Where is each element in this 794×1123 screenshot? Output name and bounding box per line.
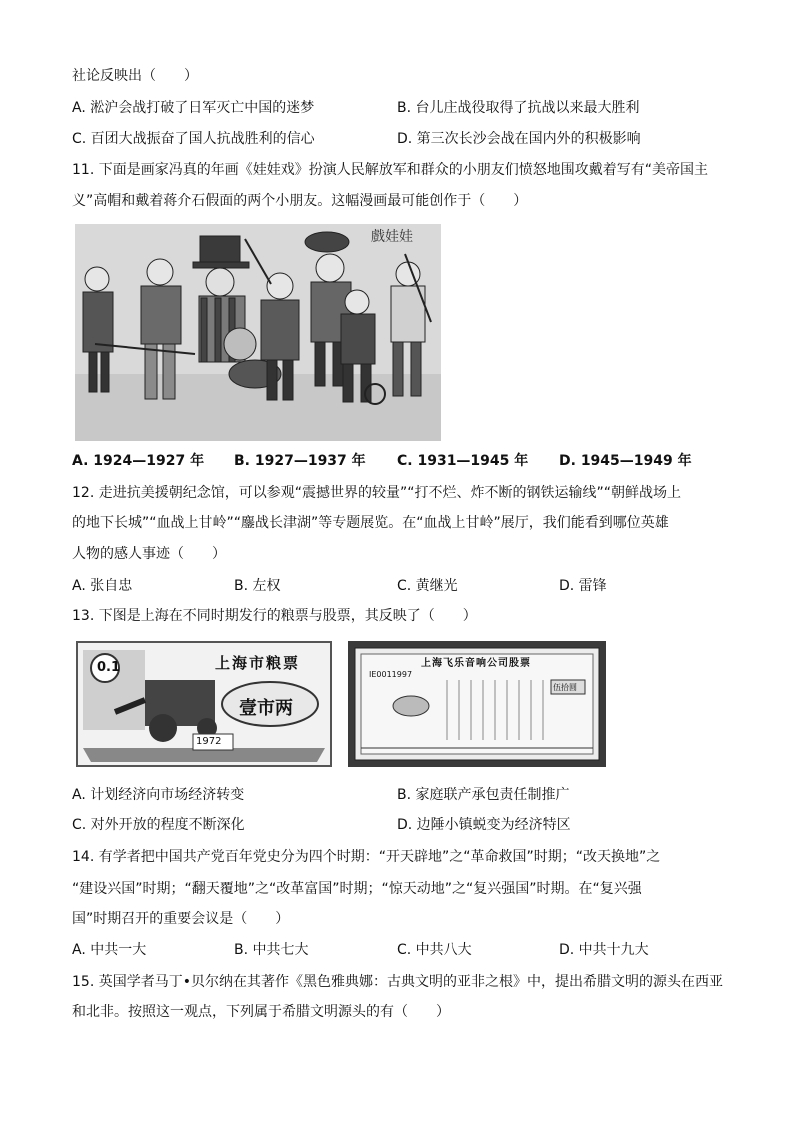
q11-options <box>72 451 732 471</box>
q12-option-d[interactable]: D. 雷锋 <box>559 578 607 594</box>
q13-stem: 13. 下图是上海在不同时期发行的粮票与股票，其反映了（ ） <box>72 608 477 624</box>
q13-options-row1 <box>72 785 732 805</box>
painting-caption: 戲娃娃 <box>371 229 413 245</box>
q11-option-d[interactable]: D. 1945—1949 年 <box>559 453 692 469</box>
q11-stem-line1: 11. 下面是画家冯真的年画《娃娃戏》扮演人民解放军和群众的小朋友们愤怒地围攻戴着写有“美帝国主 <box>72 162 708 178</box>
q14-stem-line1: 14. 有学者把中国共产党百年党史分为四个时期：“开天辟地”之“革命救国”时期；“改天换地”之 <box>72 849 661 865</box>
q13-option-b[interactable]: B. 家庭联产承包责任制推广 <box>397 787 570 803</box>
q12-option-a[interactable]: A. 张自忠 <box>72 578 133 594</box>
q14-option-d[interactable]: D. 中共十九大 <box>559 942 649 958</box>
q13-option-c[interactable]: C. 对外开放的程度不断深化 <box>72 817 245 833</box>
stock-certificate-image <box>347 640 607 768</box>
stock-serial: IE0011997 <box>369 670 413 679</box>
q14-option-c[interactable]: C. 中共八大 <box>397 942 472 958</box>
q15-stem-line1: 15. 英国学者马丁•贝尔纳在其著作《黑色雅典娜：古典文明的亚非之根》中，提出希腊文明的源头在西亚 <box>72 974 723 990</box>
q12-stem-line3: 人物的感人事迹（ ） <box>72 546 226 562</box>
wawaxi-painting-drawing <box>75 224 441 441</box>
q12-option-c[interactable]: C. 黄继光 <box>397 578 458 594</box>
q12-stem-line2: 的地下长城”“血战上甘岭”“鏖战长津湖”等专题展览。在“血战上甘岭”展厅，我们能看到哪位英雄 <box>72 515 669 531</box>
coupon-amount: 壹市两 <box>239 698 293 719</box>
grain-coupon-image <box>75 640 333 768</box>
q10-option-b[interactable]: B. 台儿庄战役取得了抗战以来最大胜利 <box>397 100 640 116</box>
q10-option-a[interactable]: A. 淞沪会战打破了日军灭亡中国的迷梦 <box>72 100 315 116</box>
q10-option-d[interactable]: D. 第三次长沙会战在国内外的积极影响 <box>397 131 641 147</box>
q14-stem-line2: “建设兴国”时期；“翻天覆地”之“改革富国”时期；“惊天动地”之“复兴强国”时期。在“复兴强 <box>72 881 642 897</box>
q13-option-a[interactable]: A. 计划经济向市场经济转变 <box>72 787 245 803</box>
q14-option-a[interactable]: A. 中共一大 <box>72 942 147 958</box>
q13-option-d[interactable]: D. 边陲小镇蜕变为经济特区 <box>397 817 571 833</box>
q11-option-b[interactable]: B. 1927—1937 年 <box>234 453 366 469</box>
q14-options <box>72 940 732 960</box>
stock-badge: 伍拾圆 <box>553 683 577 692</box>
q10-option-c[interactable]: C. 百团大战振奋了国人抗战胜利的信心 <box>72 131 315 147</box>
q12-options <box>72 576 732 596</box>
q11-option-a[interactable]: A. 1924—1927 年 <box>72 453 205 469</box>
q10-options-row2 <box>72 129 732 149</box>
q14-stem-line3: 国”时期召开的重要会议是（ ） <box>72 911 290 927</box>
coupon-year: 1972 <box>196 736 222 747</box>
q11-stem-line2: 义”高帽和戴着蒋介石假面的两个小朋友。这幅漫画最可能创作于（ ） <box>72 193 528 209</box>
q12-stem-line1: 12. 走进抗美援朝纪念馆，可以参观“震撼世界的较量”“打不烂、炸不断的钢铁运输线”“朝鲜战场上 <box>72 485 681 501</box>
q10-stem-tail: 社论反映出（ ） <box>72 68 198 84</box>
q15-stem-line2: 和北非。按照这一观点，下列属于希腊文明源头的有（ ） <box>72 1004 450 1020</box>
coupon-denomination: 0.1 <box>97 660 121 675</box>
q13-options-row2 <box>72 815 732 835</box>
coupon-title: 上海市粮票 <box>215 654 301 672</box>
wawaxi-painting <box>75 224 441 441</box>
q10-options-row1 <box>72 98 732 118</box>
q11-option-c[interactable]: C. 1931—1945 年 <box>397 453 529 469</box>
q14-option-b[interactable]: B. 中共七大 <box>234 942 309 958</box>
stock-title: 上海飞乐音响公司股票 <box>421 658 531 669</box>
q12-option-b[interactable]: B. 左权 <box>234 578 281 594</box>
